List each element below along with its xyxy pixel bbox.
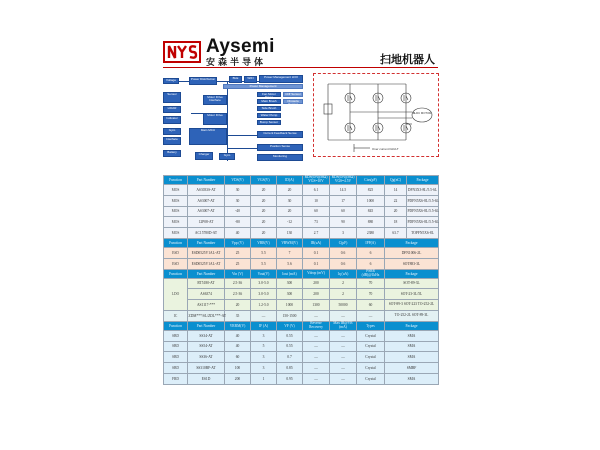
table-cell: 35: [225, 310, 251, 321]
table-cell: Function: [164, 269, 188, 278]
table-cell: PDFN5X6-8L/5.5-6L: [407, 206, 439, 217]
table-cell: Iq (uA): [330, 269, 357, 278]
table-cell: SMA: [385, 373, 439, 384]
table-cell: Max IR@VR (mA): [330, 321, 357, 330]
table-cell: IPP(A): [357, 238, 385, 247]
table-cell: Iout (mA): [277, 269, 303, 278]
table-cell: 6: [357, 247, 385, 258]
table-cell: 30: [277, 195, 303, 206]
table-cell: VF (V): [277, 321, 303, 330]
table-cell: 60: [225, 352, 251, 363]
block-battery: Battery: [163, 150, 181, 157]
table-cell: MOS: [164, 185, 188, 196]
block-lidar: LIDAR: [163, 106, 181, 113]
table-cell: VGS(V): [251, 176, 277, 185]
table-cell: 5: [251, 341, 277, 352]
block-power-mgmt-ldo: Power Management LDO: [259, 75, 303, 83]
table-cell: DFN3X3-8L/5.5-6L: [407, 185, 439, 196]
table-cell: 2.7: [303, 228, 330, 239]
block-side-brush: Side Brush: [257, 106, 281, 111]
table-cell: 7: [277, 247, 303, 258]
block-indicator: Indicator: [163, 116, 181, 124]
table-cell: 0.7: [277, 352, 303, 363]
table-cell: IC: [164, 310, 188, 321]
table-cell: 1000: [277, 300, 303, 311]
table-cell: 2: [330, 289, 357, 300]
table-cell: SS34-AT: [188, 330, 225, 341]
block-cliff-sensor: Cliff Sensor: [283, 92, 303, 97]
table-cell: 2: [330, 278, 357, 289]
table-cell: SOT-89-3L: [385, 278, 439, 289]
table-cell: —: [303, 341, 330, 352]
table-cell: Package: [407, 176, 439, 185]
table-cell: —: [330, 363, 357, 374]
table-cell: AC15780D-AT: [188, 228, 225, 239]
table-cell: 0.55: [277, 330, 303, 341]
table-cell: 300: [277, 289, 303, 300]
table-cell: AS3033S-AT: [188, 185, 225, 196]
table-cell: PDFN5X6-8L/5.5-6L: [407, 195, 439, 206]
table-cell: IR(uA): [303, 238, 330, 247]
table-cell: 17: [330, 195, 357, 206]
table-cell: 1: [251, 373, 277, 384]
table-cell: 70: [357, 278, 385, 289]
table-cell: 14: [385, 185, 407, 196]
table-cell: VRRM(V): [225, 321, 251, 330]
table-cell: AS3007-AT: [188, 206, 225, 217]
table-cell: LDO: [164, 278, 188, 310]
table-cell: MOS: [164, 206, 188, 217]
bridge-schematic-icon: [314, 74, 438, 156]
block-gyro-2: Gyro: [219, 153, 235, 160]
table-cell: Crystal: [357, 363, 385, 374]
page-title: 扫地机器人: [380, 54, 435, 66]
table-cell: 60: [303, 206, 330, 217]
table-row: [164, 247, 439, 258]
table-cell: 20: [225, 300, 251, 311]
table-cell: Function: [164, 176, 188, 185]
table-cell: 20: [277, 185, 303, 196]
table-cell: SS36-AT: [188, 352, 225, 363]
block-motor-drive-interface: Motor Drive Interface: [203, 95, 227, 105]
table-cell: 20: [251, 185, 277, 196]
block-motor: Motor Drive: [203, 113, 227, 125]
table-cell: FRD: [164, 373, 188, 384]
table-cell: DFN1006-2L: [385, 247, 439, 258]
table-cell: Function: [164, 321, 188, 330]
table-cell: 60: [330, 206, 357, 217]
table-cell: 63.7: [385, 228, 407, 239]
block-water-pump: Water Pump: [257, 113, 281, 118]
table-cell: 0.1: [303, 247, 330, 258]
table-row: [164, 185, 439, 196]
esd-header-row: [164, 238, 439, 247]
table-cell: 50000: [330, 300, 357, 311]
table-cell: SOT-89-3 SOT-223 TO-252-2L: [385, 300, 439, 311]
table-cell: AS3007-AT: [188, 195, 225, 206]
table-cell: 200: [303, 289, 330, 300]
table-cell: Crystal: [357, 341, 385, 352]
table-cell: 20: [277, 206, 303, 217]
table-cell: Crystal: [357, 373, 385, 384]
bldc-driver-circuit: [313, 73, 439, 157]
table-cell: RDS(ON)(MΩ) VGS=10V: [303, 176, 330, 185]
table-cell: 73: [303, 217, 330, 228]
table-cell: Part Number: [188, 176, 225, 185]
table-cell: 880: [357, 217, 385, 228]
table-cell: Vin (V): [225, 269, 251, 278]
table-cell: 90: [330, 217, 357, 228]
table-cell: Reverse Recovery: [303, 321, 330, 330]
table-cell: 0.85: [277, 363, 303, 374]
block-charger: Charger: [195, 152, 213, 160]
table-cell: Part Number: [188, 321, 225, 330]
table-row: [164, 278, 439, 289]
table-cell: 3.0-5.0: [251, 278, 277, 289]
table-cell: 5.5: [251, 247, 277, 258]
table-row: [164, 228, 439, 239]
table-cell: —: [330, 330, 357, 341]
table-cell: 10: [303, 195, 330, 206]
table-cell: 3.0-5.0: [251, 289, 277, 300]
block-ble: BLE: [229, 76, 242, 83]
circuit-fault-label: Over current FAULT: [372, 147, 399, 151]
sbd-header-row: [164, 321, 439, 330]
table-cell: 25: [225, 258, 251, 269]
system-block-diagram: [163, 73, 306, 165]
aysemi-logo-icon: [163, 40, 201, 64]
table-cell: SOT883-3L: [385, 258, 439, 269]
table-cell: MOS: [164, 195, 188, 206]
table-cell: 100: [225, 363, 251, 374]
table-cell: —: [330, 310, 357, 321]
table-row: [164, 195, 439, 206]
table-cell: 5.6: [277, 258, 303, 269]
table-row: [164, 300, 439, 311]
table-cell: 40: [225, 228, 251, 239]
table-cell: 6: [357, 258, 385, 269]
table-row: [164, 206, 439, 217]
table-row: [164, 258, 439, 269]
table-cell: —: [303, 363, 330, 374]
table-cell: VRWM(V): [277, 238, 303, 247]
block-gyro: Gyro: [163, 128, 181, 135]
table-cell: 1000: [357, 195, 385, 206]
block-bump-sensor: Bump Sensor: [257, 120, 281, 125]
table-cell: 3: [251, 363, 277, 374]
table-cell: ES1D: [188, 373, 225, 384]
circuit-motor-label: BLDC MOTOR: [412, 111, 432, 115]
table-cell: TOPFN5X6-8L: [407, 228, 439, 239]
table-cell: —: [303, 330, 330, 341]
table-cell: SS54-AT: [188, 341, 225, 352]
table-cell: 200: [225, 373, 251, 384]
table-row: [164, 352, 439, 363]
table-cell: 845: [357, 206, 385, 217]
table-cell: Package: [385, 321, 439, 330]
table-cell: 130: [277, 228, 303, 239]
table-cell: 6.1: [303, 185, 330, 196]
table-cell: —: [251, 310, 277, 321]
table-cell: PDFN5X6-8L/5.5-6L: [407, 217, 439, 228]
block-voltage: Voltage: [163, 78, 179, 84]
table-cell: MOS: [164, 228, 188, 239]
table-cell: 3: [251, 352, 277, 363]
block-main-mcu: Main MCU: [189, 128, 227, 145]
table-cell: —: [303, 352, 330, 363]
table-cell: -12: [277, 217, 303, 228]
table-cell: IF (A): [251, 321, 277, 330]
table-cell: 0.55: [277, 341, 303, 352]
table-cell: AS6374: [188, 289, 225, 300]
block-wifi: WIFI: [244, 76, 257, 83]
table-cell: 30: [225, 185, 251, 196]
table-cell: —: [303, 310, 330, 321]
mos-header-row: [164, 176, 439, 185]
table-row: [164, 217, 439, 228]
table-cell: 20: [251, 206, 277, 217]
table-cell: —: [330, 352, 357, 363]
table-cell: 1300: [303, 300, 330, 311]
block-obstacle-sensor: Obstacle Sensor: [283, 99, 303, 104]
product-table: [163, 175, 439, 385]
table-cell: 825: [357, 185, 385, 196]
table-cell: Vout(V): [251, 269, 277, 278]
table-cell: SOT-23-3L/5L: [385, 289, 439, 300]
table-cell: SMA: [385, 352, 439, 363]
block-position-sense: Position Sense: [257, 144, 303, 151]
table-cell: 150-1500: [277, 310, 303, 321]
table-cell: 0.1: [303, 258, 330, 269]
table-cell: Crystal: [357, 330, 385, 341]
table-cell: SS310BF-AT: [188, 363, 225, 374]
table-cell: SBD: [164, 363, 188, 374]
table-cell: 60: [357, 300, 385, 311]
table-cell: Function: [164, 238, 188, 247]
table-cell: 2380: [357, 228, 385, 239]
table-cell: 20: [385, 206, 407, 217]
table-cell: 40: [225, 341, 251, 352]
table-cell: 300: [277, 278, 303, 289]
table-cell: Qg(nC): [385, 176, 407, 185]
table-cell: 20: [251, 228, 277, 239]
table-cell: SMA: [385, 330, 439, 341]
table-cell: Vdrop (mV): [303, 269, 330, 278]
table-cell: 0.6: [330, 247, 357, 258]
table-cell: 20: [251, 195, 277, 206]
block-power-distribution: Power Distribution: [189, 77, 217, 85]
table-row: [164, 363, 439, 374]
table-cell: TO-252-2L SOT-89-3L: [385, 310, 439, 321]
table-cell: —: [330, 341, 357, 352]
table-cell: 0.6: [330, 258, 357, 269]
table-cell: 200: [303, 278, 330, 289]
table-cell: C(pF): [330, 238, 357, 247]
brand-chinese-name: 安森半导体: [206, 57, 267, 67]
table-cell: ID(A): [277, 176, 303, 185]
table-cell: Types: [357, 321, 385, 330]
table-cell: —: [303, 373, 330, 384]
table-cell: RT5180-AT: [188, 278, 225, 289]
table-cell: 40: [225, 330, 251, 341]
table-cell: 2.5-36: [225, 278, 251, 289]
table-row: [164, 341, 439, 352]
table-cell: VBR(V): [251, 238, 277, 247]
table-cell: SBD: [164, 330, 188, 341]
block-monitoring: Monitoring: [257, 154, 303, 161]
table-cell: 18: [385, 217, 407, 228]
table-cell: Part Number: [188, 238, 225, 247]
table-cell: 12P08-AT: [188, 217, 225, 228]
table-cell: SBD: [164, 341, 188, 352]
table-cell: 25: [225, 247, 251, 258]
table-cell: AS1117-***: [188, 300, 225, 311]
table-cell: SMA: [385, 341, 439, 352]
table-cell: ZDM***/SL/ZDL***-AT: [188, 310, 225, 321]
table-cell: Crystal: [357, 352, 385, 363]
table-cell: 70: [357, 289, 385, 300]
table-cell: 2.5-36: [225, 289, 251, 300]
header-divider: [163, 67, 438, 68]
table-cell: -80: [225, 217, 251, 228]
block-sensor: Sensor: [163, 92, 181, 103]
table-cell: Package: [385, 269, 439, 278]
brand-name: Aysemi: [206, 36, 275, 57]
table-cell: ESD: [164, 247, 188, 258]
table-cell: MOS: [164, 217, 188, 228]
table-row: [164, 310, 439, 321]
table-cell: 22: [385, 195, 407, 206]
table-cell: 0.95: [277, 373, 303, 384]
table-cell: 3: [330, 228, 357, 239]
table-row: [164, 289, 439, 300]
table-cell: Part Number: [188, 269, 225, 278]
table-cell: 20: [251, 217, 277, 228]
table-cell: Package: [385, 238, 439, 247]
block-main-brush: Main Brush: [257, 99, 281, 104]
table-cell: —: [330, 373, 357, 384]
table-cell: -40: [225, 206, 251, 217]
table-cell: 5.5: [251, 258, 277, 269]
table-cell: PSRR (dB)@1kHz: [357, 269, 385, 278]
block-interface: Interface: [163, 137, 181, 145]
table-cell: RDS(ON)(MΩ) VGS=4.5V: [330, 176, 357, 185]
table-cell: Ciss(pF): [357, 176, 385, 185]
table-cell: ESD0525V1AL-AT: [188, 258, 225, 269]
table-cell: SMBF: [385, 363, 439, 374]
table-cell: Vpp (V): [225, 238, 251, 247]
ldo-header-row: [164, 269, 439, 278]
block-fan-motor: Fan Motor Driver: [257, 92, 281, 97]
table-cell: VDS(V): [225, 176, 251, 185]
table-cell: ESD0525V1AL-AT: [188, 247, 225, 258]
table-cell: 1.2-5.0: [251, 300, 277, 311]
table-cell: 3: [251, 330, 277, 341]
table-cell: 14.5: [330, 185, 357, 196]
table-cell: 30: [225, 195, 251, 206]
table-cell: ESD: [164, 258, 188, 269]
block-current-feedback: Current Feedback Sense: [257, 131, 303, 138]
table-row: [164, 373, 439, 384]
block-power-mgmt: Power Management: [223, 84, 303, 89]
table-cell: —: [357, 310, 385, 321]
table-row: [164, 330, 439, 341]
table-cell: SBD: [164, 352, 188, 363]
